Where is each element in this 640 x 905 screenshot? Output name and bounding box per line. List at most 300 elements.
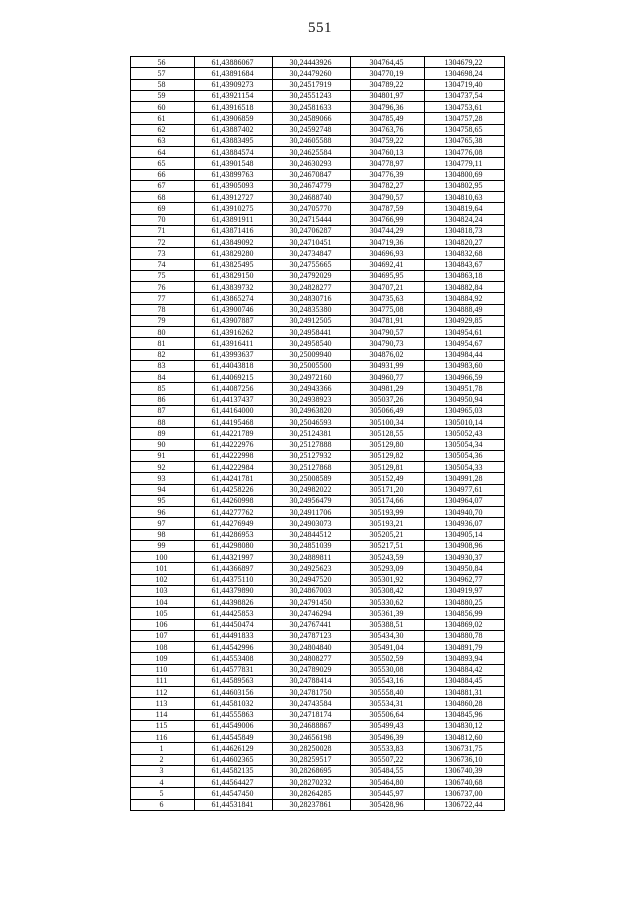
x-coordinate-cell: 305361,39 — [351, 608, 425, 619]
point-number-cell: 82 — [131, 349, 195, 360]
point-number-cell: 89 — [131, 428, 195, 439]
table-row — [131, 529, 505, 540]
x-coordinate-cell: 304775,08 — [351, 304, 425, 315]
y-coordinate-cell: 1304882,84 — [425, 282, 505, 293]
table-row — [131, 124, 505, 135]
point-number-cell: 81 — [131, 338, 195, 349]
point-number-cell: 63 — [131, 135, 195, 146]
latitude-cell: 61,44491833 — [195, 630, 273, 641]
point-number-cell: 115 — [131, 720, 195, 731]
table-row — [131, 720, 505, 731]
y-coordinate-cell: 1304905,14 — [425, 529, 505, 540]
coordinates-table-body — [131, 57, 505, 811]
latitude-cell: 61,43910275 — [195, 203, 273, 214]
longitude-cell: 30,24828277 — [273, 282, 351, 293]
table-row — [131, 765, 505, 776]
point-number-cell: 75 — [131, 270, 195, 281]
latitude-cell: 61,44547450 — [195, 788, 273, 799]
y-coordinate-cell: 1304818,73 — [425, 225, 505, 236]
latitude-cell: 61,44379890 — [195, 585, 273, 596]
x-coordinate-cell: 304787,59 — [351, 203, 425, 214]
longitude-cell: 30,24789029 — [273, 664, 351, 675]
table-row — [131, 462, 505, 473]
y-coordinate-cell: 1304884,92 — [425, 293, 505, 304]
latitude-cell: 61,44222998 — [195, 450, 273, 461]
x-coordinate-cell: 304801,97 — [351, 90, 425, 101]
table-row — [131, 248, 505, 259]
longitude-cell: 30,28268695 — [273, 765, 351, 776]
point-number-cell: 101 — [131, 563, 195, 574]
x-coordinate-cell: 305171,20 — [351, 484, 425, 495]
longitude-cell: 30,24743584 — [273, 698, 351, 709]
y-coordinate-cell: 1304737,54 — [425, 90, 505, 101]
point-number-cell: 93 — [131, 473, 195, 484]
table-row — [131, 90, 505, 101]
x-coordinate-cell: 305434,30 — [351, 630, 425, 641]
y-coordinate-cell: 1304977,61 — [425, 484, 505, 495]
latitude-cell: 61,43916518 — [195, 102, 273, 113]
y-coordinate-cell: 1306740,39 — [425, 765, 505, 776]
table-row — [131, 360, 505, 371]
table-row — [131, 57, 505, 68]
x-coordinate-cell: 304760,13 — [351, 147, 425, 158]
table-row — [131, 214, 505, 225]
y-coordinate-cell: 1304719,40 — [425, 79, 505, 90]
y-coordinate-cell: 1304954,61 — [425, 327, 505, 338]
y-coordinate-cell: 1304802,95 — [425, 180, 505, 191]
x-coordinate-cell: 305193,21 — [351, 518, 425, 529]
y-coordinate-cell: 1304929,85 — [425, 315, 505, 326]
longitude-cell: 30,24670847 — [273, 169, 351, 180]
x-coordinate-cell: 305205,21 — [351, 529, 425, 540]
latitude-cell: 61,43829150 — [195, 270, 273, 281]
longitude-cell: 30,24718174 — [273, 709, 351, 720]
table-row — [131, 237, 505, 248]
y-coordinate-cell: 1306737,00 — [425, 788, 505, 799]
longitude-cell: 30,24943366 — [273, 383, 351, 394]
longitude-cell: 30,24443926 — [273, 57, 351, 68]
y-coordinate-cell: 1304753,61 — [425, 102, 505, 113]
y-coordinate-cell: 1305052,43 — [425, 428, 505, 439]
x-coordinate-cell: 304719,36 — [351, 237, 425, 248]
y-coordinate-cell: 1304843,67 — [425, 259, 505, 270]
table-row — [131, 788, 505, 799]
latitude-cell: 61,44260998 — [195, 495, 273, 506]
latitude-cell: 61,43916411 — [195, 338, 273, 349]
longitude-cell: 30,24851039 — [273, 540, 351, 551]
y-coordinate-cell: 1304863,18 — [425, 270, 505, 281]
longitude-cell: 30,25009940 — [273, 349, 351, 360]
x-coordinate-cell: 305496,39 — [351, 732, 425, 743]
longitude-cell: 30,24705770 — [273, 203, 351, 214]
table-row — [131, 158, 505, 169]
table-row — [131, 180, 505, 191]
table-row — [131, 135, 505, 146]
table-row — [131, 799, 505, 810]
y-coordinate-cell: 1304893,94 — [425, 653, 505, 664]
longitude-cell: 30,24479260 — [273, 68, 351, 79]
table-row — [131, 383, 505, 394]
y-coordinate-cell: 1304812,60 — [425, 732, 505, 743]
latitude-cell: 61,44222984 — [195, 462, 273, 473]
longitude-cell: 30,24938923 — [273, 394, 351, 405]
x-coordinate-cell: 304707,21 — [351, 282, 425, 293]
longitude-cell: 30,25005500 — [273, 360, 351, 371]
point-number-cell: 3 — [131, 765, 195, 776]
table-row — [131, 304, 505, 315]
x-coordinate-cell: 304778,97 — [351, 158, 425, 169]
y-coordinate-cell: 1304860,28 — [425, 698, 505, 709]
longitude-cell: 30,28250028 — [273, 743, 351, 754]
longitude-cell: 30,24630293 — [273, 158, 351, 169]
table-row — [131, 450, 505, 461]
table-row — [131, 495, 505, 506]
table-row — [131, 518, 505, 529]
longitude-cell: 30,24792029 — [273, 270, 351, 281]
latitude-cell: 61,44276949 — [195, 518, 273, 529]
point-number-cell: 90 — [131, 439, 195, 450]
table-row — [131, 540, 505, 551]
point-number-cell: 87 — [131, 405, 195, 416]
x-coordinate-cell: 305308,42 — [351, 585, 425, 596]
point-number-cell: 95 — [131, 495, 195, 506]
y-coordinate-cell: 1304869,02 — [425, 619, 505, 630]
latitude-cell: 61,43825495 — [195, 259, 273, 270]
y-coordinate-cell: 1304679,22 — [425, 57, 505, 68]
point-number-cell: 69 — [131, 203, 195, 214]
point-number-cell: 58 — [131, 79, 195, 90]
point-number-cell: 96 — [131, 507, 195, 518]
longitude-cell: 30,24688867 — [273, 720, 351, 731]
y-coordinate-cell: 1304908,96 — [425, 540, 505, 551]
point-number-cell: 1 — [131, 743, 195, 754]
longitude-cell: 30,24605588 — [273, 135, 351, 146]
longitude-cell: 30,28237861 — [273, 799, 351, 810]
point-number-cell: 5 — [131, 788, 195, 799]
y-coordinate-cell: 1304819,64 — [425, 203, 505, 214]
point-number-cell: 92 — [131, 462, 195, 473]
table-row — [131, 754, 505, 765]
x-coordinate-cell: 305534,31 — [351, 698, 425, 709]
table-row — [131, 608, 505, 619]
y-coordinate-cell: 1304919,97 — [425, 585, 505, 596]
y-coordinate-cell: 1304698,24 — [425, 68, 505, 79]
x-coordinate-cell: 304735,63 — [351, 293, 425, 304]
table-row — [131, 675, 505, 686]
longitude-cell: 30,24889811 — [273, 552, 351, 563]
y-coordinate-cell: 1304884,45 — [425, 675, 505, 686]
point-number-cell: 112 — [131, 687, 195, 698]
latitude-cell: 61,44277762 — [195, 507, 273, 518]
table-row — [131, 777, 505, 788]
longitude-cell: 30,25127932 — [273, 450, 351, 461]
table-row — [131, 484, 505, 495]
latitude-cell: 61,44555863 — [195, 709, 273, 720]
point-number-cell: 91 — [131, 450, 195, 461]
latitude-cell: 61,43871416 — [195, 225, 273, 236]
point-number-cell: 6 — [131, 799, 195, 810]
latitude-cell: 61,44258226 — [195, 484, 273, 495]
latitude-cell: 61,44398826 — [195, 597, 273, 608]
longitude-cell: 30,24625584 — [273, 147, 351, 158]
longitude-cell: 30,24781750 — [273, 687, 351, 698]
latitude-cell: 61,44087256 — [195, 383, 273, 394]
y-coordinate-cell: 1304758,65 — [425, 124, 505, 135]
table-row — [131, 732, 505, 743]
longitude-cell: 30,24912505 — [273, 315, 351, 326]
latitude-cell: 61,43900746 — [195, 304, 273, 315]
latitude-cell: 61,44531841 — [195, 799, 273, 810]
y-coordinate-cell: 1306740,68 — [425, 777, 505, 788]
x-coordinate-cell: 305066,49 — [351, 405, 425, 416]
longitude-cell: 30,24808277 — [273, 653, 351, 664]
y-coordinate-cell: 1304954,67 — [425, 338, 505, 349]
y-coordinate-cell: 1304965,03 — [425, 405, 505, 416]
table-row — [131, 169, 505, 180]
latitude-cell: 61,44241781 — [195, 473, 273, 484]
table-row — [131, 327, 505, 338]
longitude-cell: 30,24956479 — [273, 495, 351, 506]
latitude-cell: 61,44221789 — [195, 428, 273, 439]
point-number-cell: 61 — [131, 113, 195, 124]
latitude-cell: 61,44137437 — [195, 394, 273, 405]
x-coordinate-cell: 304763,76 — [351, 124, 425, 135]
latitude-cell: 61,44043818 — [195, 360, 273, 371]
table-row — [131, 372, 505, 383]
point-number-cell: 103 — [131, 585, 195, 596]
latitude-cell: 61,44603156 — [195, 687, 273, 698]
table-row — [131, 79, 505, 90]
table-row — [131, 225, 505, 236]
point-number-cell: 110 — [131, 664, 195, 675]
latitude-cell: 61,43899763 — [195, 169, 273, 180]
x-coordinate-cell: 304770,19 — [351, 68, 425, 79]
y-coordinate-cell: 1305054,33 — [425, 462, 505, 473]
x-coordinate-cell: 305543,16 — [351, 675, 425, 686]
coordinates-table — [130, 56, 505, 811]
table-row — [131, 192, 505, 203]
table-row — [131, 349, 505, 360]
latitude-cell: 61,43993637 — [195, 349, 273, 360]
table-row — [131, 282, 505, 293]
latitude-cell: 61,43905093 — [195, 180, 273, 191]
latitude-cell: 61,43891911 — [195, 214, 273, 225]
longitude-cell: 30,28270232 — [273, 777, 351, 788]
latitude-cell: 61,44450474 — [195, 619, 273, 630]
x-coordinate-cell: 305217,51 — [351, 540, 425, 551]
x-coordinate-cell: 305464,80 — [351, 777, 425, 788]
x-coordinate-cell: 305243,59 — [351, 552, 425, 563]
x-coordinate-cell: 304785,49 — [351, 113, 425, 124]
longitude-cell: 30,24963820 — [273, 405, 351, 416]
longitude-cell: 30,24746294 — [273, 608, 351, 619]
y-coordinate-cell: 1304810,63 — [425, 192, 505, 203]
x-coordinate-cell: 304695,95 — [351, 270, 425, 281]
latitude-cell: 61,44549006 — [195, 720, 273, 731]
table-row — [131, 338, 505, 349]
table-row — [131, 687, 505, 698]
longitude-cell: 30,24867003 — [273, 585, 351, 596]
table-row — [131, 270, 505, 281]
point-number-cell: 100 — [131, 552, 195, 563]
table-row — [131, 585, 505, 596]
y-coordinate-cell: 1304765,38 — [425, 135, 505, 146]
latitude-cell: 61,44366897 — [195, 563, 273, 574]
x-coordinate-cell: 304790,57 — [351, 192, 425, 203]
x-coordinate-cell: 305502,59 — [351, 653, 425, 664]
longitude-cell: 30,24947520 — [273, 574, 351, 585]
y-coordinate-cell: 1306731,75 — [425, 743, 505, 754]
longitude-cell: 30,24551243 — [273, 90, 351, 101]
latitude-cell: 61,43849092 — [195, 237, 273, 248]
table-row — [131, 102, 505, 113]
table-row — [131, 405, 505, 416]
y-coordinate-cell: 1305054,36 — [425, 450, 505, 461]
longitude-cell: 30,25127868 — [273, 462, 351, 473]
point-number-cell: 64 — [131, 147, 195, 158]
y-coordinate-cell: 1304800,69 — [425, 169, 505, 180]
y-coordinate-cell: 1304936,07 — [425, 518, 505, 529]
latitude-cell: 61,44425853 — [195, 608, 273, 619]
table-row — [131, 574, 505, 585]
longitude-cell: 30,24804840 — [273, 642, 351, 653]
y-coordinate-cell: 1304884,42 — [425, 664, 505, 675]
point-number-cell: 113 — [131, 698, 195, 709]
x-coordinate-cell: 304960,77 — [351, 372, 425, 383]
table-row — [131, 68, 505, 79]
longitude-cell: 30,24911706 — [273, 507, 351, 518]
point-number-cell: 62 — [131, 124, 195, 135]
table-row — [131, 147, 505, 158]
longitude-cell: 30,24592748 — [273, 124, 351, 135]
table-row — [131, 653, 505, 664]
longitude-cell: 30,24787123 — [273, 630, 351, 641]
y-coordinate-cell: 1304962,77 — [425, 574, 505, 585]
table-row — [131, 743, 505, 754]
point-number-cell: 80 — [131, 327, 195, 338]
y-coordinate-cell: 1304964,07 — [425, 495, 505, 506]
y-coordinate-cell: 1306736,10 — [425, 754, 505, 765]
y-coordinate-cell: 1304832,68 — [425, 248, 505, 259]
x-coordinate-cell: 305499,43 — [351, 720, 425, 731]
x-coordinate-cell: 304790,73 — [351, 338, 425, 349]
y-coordinate-cell: 1304930,37 — [425, 552, 505, 563]
longitude-cell: 30,24706287 — [273, 225, 351, 236]
point-number-cell: 56 — [131, 57, 195, 68]
x-coordinate-cell: 305193,99 — [351, 507, 425, 518]
longitude-cell: 30,24734847 — [273, 248, 351, 259]
latitude-cell: 61,44375110 — [195, 574, 273, 585]
x-coordinate-cell: 304796,36 — [351, 102, 425, 113]
y-coordinate-cell: 1304984,44 — [425, 349, 505, 360]
x-coordinate-cell: 305530,08 — [351, 664, 425, 675]
point-number-cell: 94 — [131, 484, 195, 495]
y-coordinate-cell: 1304880,78 — [425, 630, 505, 641]
latitude-cell: 61,43884574 — [195, 147, 273, 158]
point-number-cell: 74 — [131, 259, 195, 270]
longitude-cell: 30,24972160 — [273, 372, 351, 383]
y-coordinate-cell: 1304845,96 — [425, 709, 505, 720]
x-coordinate-cell: 305445,97 — [351, 788, 425, 799]
table-row — [131, 417, 505, 428]
latitude-cell: 61,43916262 — [195, 327, 273, 338]
table-row — [131, 619, 505, 630]
latitude-cell: 61,43912727 — [195, 192, 273, 203]
latitude-cell: 61,44542996 — [195, 642, 273, 653]
longitude-cell: 30,24925623 — [273, 563, 351, 574]
x-coordinate-cell: 304776,39 — [351, 169, 425, 180]
table-row — [131, 293, 505, 304]
table-row — [131, 698, 505, 709]
table-row — [131, 315, 505, 326]
point-number-cell: 77 — [131, 293, 195, 304]
point-number-cell: 73 — [131, 248, 195, 259]
latitude-cell: 61,43829280 — [195, 248, 273, 259]
longitude-cell: 30,25008589 — [273, 473, 351, 484]
x-coordinate-cell: 305428,96 — [351, 799, 425, 810]
x-coordinate-cell: 304782,27 — [351, 180, 425, 191]
latitude-cell: 61,44602365 — [195, 754, 273, 765]
longitude-cell: 30,25127888 — [273, 439, 351, 450]
latitude-cell: 61,44286953 — [195, 529, 273, 540]
longitude-cell: 30,24710451 — [273, 237, 351, 248]
point-number-cell: 109 — [131, 653, 195, 664]
point-number-cell: 83 — [131, 360, 195, 371]
latitude-cell: 61,44581032 — [195, 698, 273, 709]
x-coordinate-cell: 304790,57 — [351, 327, 425, 338]
table-row — [131, 597, 505, 608]
y-coordinate-cell: 1304966,59 — [425, 372, 505, 383]
x-coordinate-cell: 304744,29 — [351, 225, 425, 236]
x-coordinate-cell: 305100,34 — [351, 417, 425, 428]
longitude-cell: 30,24958540 — [273, 338, 351, 349]
y-coordinate-cell: 1304776,08 — [425, 147, 505, 158]
y-coordinate-cell: 1304830,12 — [425, 720, 505, 731]
latitude-cell: 61,43886067 — [195, 57, 273, 68]
latitude-cell: 61,44222976 — [195, 439, 273, 450]
y-coordinate-cell: 1306722,44 — [425, 799, 505, 810]
latitude-cell: 61,43906859 — [195, 113, 273, 124]
point-number-cell: 88 — [131, 417, 195, 428]
x-coordinate-cell: 305174,66 — [351, 495, 425, 506]
y-coordinate-cell: 1305054,34 — [425, 439, 505, 450]
latitude-cell: 61,43901548 — [195, 158, 273, 169]
page-number: 551 — [308, 20, 332, 36]
latitude-cell: 61,43887402 — [195, 124, 273, 135]
point-number-cell: 70 — [131, 214, 195, 225]
latitude-cell: 61,44564427 — [195, 777, 273, 788]
point-number-cell: 106 — [131, 619, 195, 630]
y-coordinate-cell: 1304779,11 — [425, 158, 505, 169]
point-number-cell: 71 — [131, 225, 195, 236]
x-coordinate-cell: 305301,92 — [351, 574, 425, 585]
x-coordinate-cell: 304981,29 — [351, 383, 425, 394]
point-number-cell: 108 — [131, 642, 195, 653]
x-coordinate-cell: 305506,64 — [351, 709, 425, 720]
y-coordinate-cell: 1304891,79 — [425, 642, 505, 653]
latitude-cell: 61,43907887 — [195, 315, 273, 326]
longitude-cell: 30,24589066 — [273, 113, 351, 124]
y-coordinate-cell: 1304881,31 — [425, 687, 505, 698]
x-coordinate-cell: 305129,81 — [351, 462, 425, 473]
latitude-cell: 61,43909273 — [195, 79, 273, 90]
point-number-cell: 102 — [131, 574, 195, 585]
longitude-cell: 30,24755665 — [273, 259, 351, 270]
x-coordinate-cell: 304931,99 — [351, 360, 425, 371]
point-number-cell: 116 — [131, 732, 195, 743]
x-coordinate-cell: 305558,40 — [351, 687, 425, 698]
longitude-cell: 30,24903073 — [273, 518, 351, 529]
